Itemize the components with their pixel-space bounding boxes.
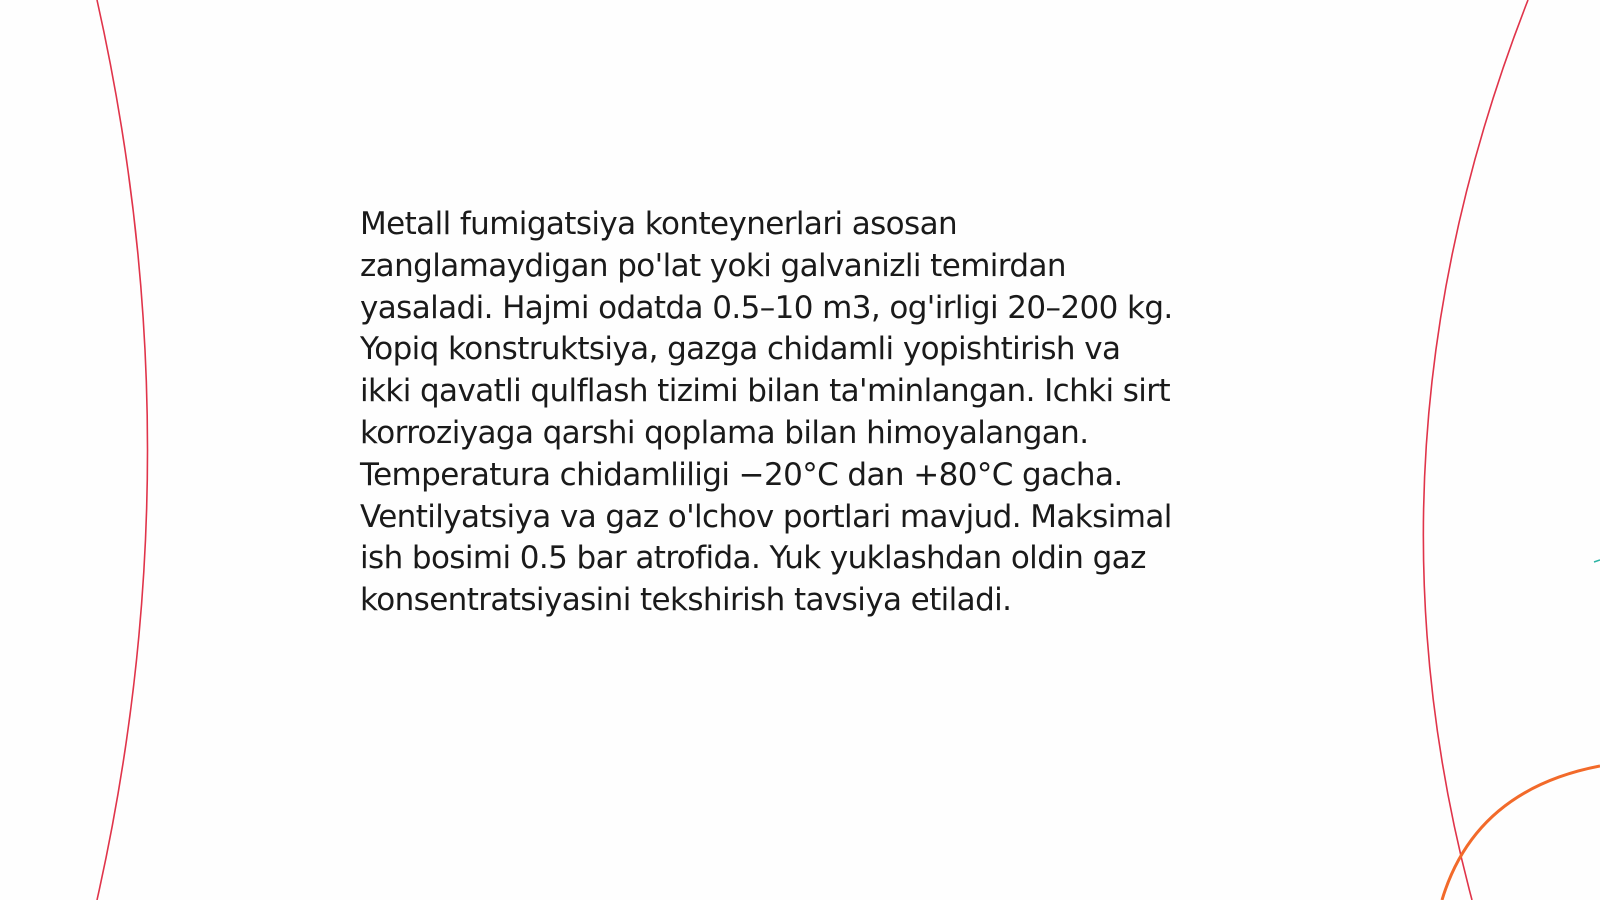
body-text: Metall fumigatsiya konteynerlari asosan zanglamaydigan po'lat yoki galvanizli temirdan yasaladi. Hajmi odatda 0.5–10 m3, og'irligi 20–200 kg. Yopiq konstruktsiya, gazga chidamli yopishtirish va ikki qavatli qulflash tizimi bilan ta'minlangan. Ichki sirt korroziyaga qarshi qoplama bilan himoyalangan. Temperatura chidamliligi −20°C dan +80°C gacha. Ventilyatsiya va gaz o'lchov portlari mavjud. Maksimal ish bosimi 0.5 bar atrofida. Yuk yuklashdan oldin gaz konsentratsiyasini tekshirish tavsiya etiladi. — [360, 206, 1173, 619]
right-arc — [1423, 0, 1528, 900]
left-arc — [97, 0, 148, 900]
right-edge-mark — [1594, 560, 1600, 562]
corner-arc — [1442, 766, 1600, 900]
